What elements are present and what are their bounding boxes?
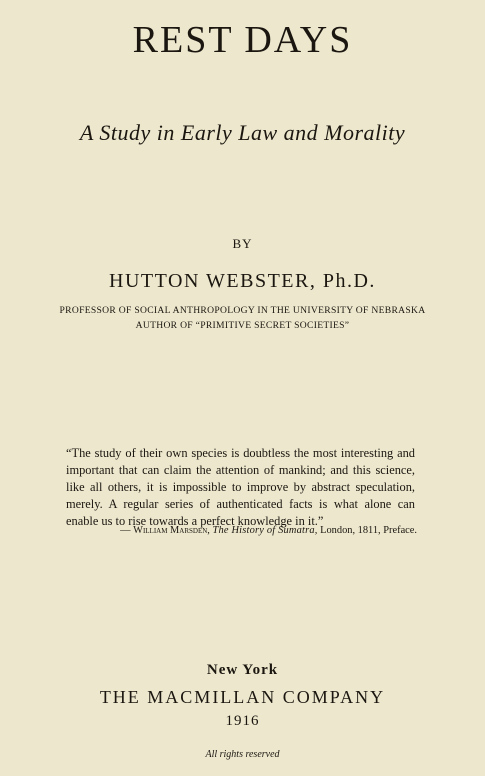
book-subtitle: A Study in Early Law and Morality	[79, 120, 406, 145]
book-title: REST DAYS	[132, 19, 353, 61]
attribution-work: The History of Sumatra,	[212, 525, 318, 536]
author-previous-work: AUTHOR OF “PRIMITIVE SECRET SOCIETIES”	[135, 320, 350, 331]
rights-notice: All rights reserved	[205, 749, 280, 760]
publisher-name: THE MACMILLAN COMPANY	[99, 687, 386, 707]
attribution-details: London, 1811, Preface.	[317, 525, 417, 536]
by-line: BY	[232, 236, 253, 251]
epigraph-attribution	[80, 525, 417, 536]
attribution-dash: —	[120, 525, 134, 536]
publication-place: New York	[206, 662, 279, 678]
author-name: HUTTON WEBSTER, Ph.D.	[109, 270, 376, 292]
epigraph-quote: “The study of their own species is doubtless the most interesting and important that can claim the attention of mankind; and this science, like all others, it is impossible to improve by abstract speculation, merely. A regular series of authenticated facts is what alone can enable us to rise towards a perfect knowledge in it.”	[66, 446, 415, 528]
publication-year: 1916	[225, 713, 260, 729]
attribution-author: William Marsden,	[133, 525, 210, 536]
author-affiliation: PROFESSOR OF SOCIAL ANTHROPOLOGY IN THE UNIVERSITY OF NEBRASKA	[59, 305, 426, 316]
